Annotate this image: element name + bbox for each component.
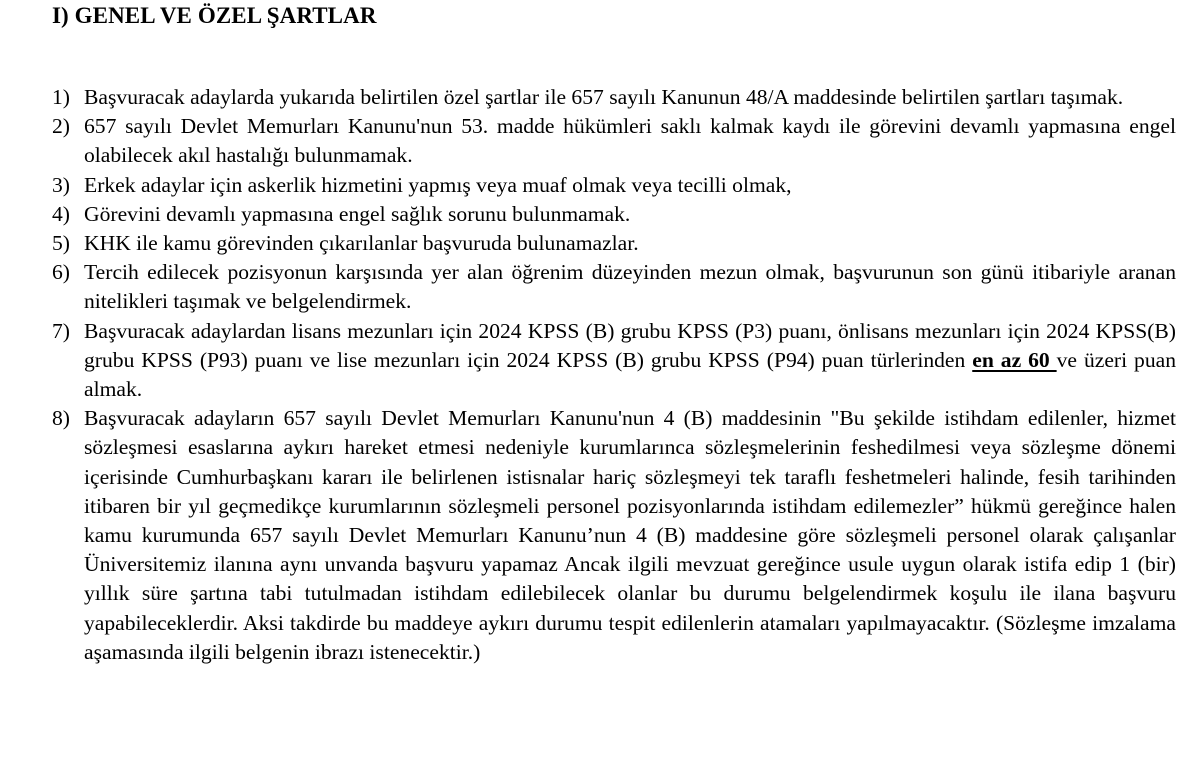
item-number: 5) (52, 231, 70, 256)
item-text-after: ve üzeri puan almak. (84, 347, 1177, 402)
item-text: Erkek adaylar için askerlik hizmetini yapmış veya muaf olmak veya tecilli olmak, (84, 172, 792, 197)
list-item (52, 229, 1176, 258)
item-number: 2) (52, 114, 70, 139)
item-number: 6) (52, 260, 70, 285)
list-item (52, 404, 1176, 667)
item-text-before: Başvuracak adaylardan lisans mezunları için 2024 KPSS (B) grubu KPSS (P3) puanı, önlisans mezunları için 2024 KPSS(B) grubu KPSS (P93) puanı ve lise mezunları için 2024 KPSS (B) grubu KPSS (P94) puan türlerinden (84, 318, 1176, 372)
list-item (52, 200, 1176, 229)
minimum-score-emphasis: en az 60 (972, 347, 1057, 372)
item-text (84, 317, 1176, 405)
list-item (52, 258, 1176, 316)
list-item (52, 112, 1176, 170)
item-text: Başvuracak adayların 657 sayılı Devlet Memurları Kanunu'nun 4 (B) maddesinin "Bu şekilde istihdam edilenler, hizmet sözleşmesi esaslarına aykırı hareket etmesi nedeniyle kurumlarınca sözleşmelerinin feshedilmesi veya sözleşme dönemi içerisinde Cumhurbaşkanı kararı ile belirlenen istisnalar hariç sözleşmeyi tek taraflı feshetmeleri halinde, fesih tarihinden itibaren bir yıl geçmedikçe kurumlarının sözleşmeli personel pozisyonlarında istihdam edilemezler” hükmü gereğince halen kamu kurumunda 657 sayılı Devlet Memurları Kanunu’nun 4 (B) maddesine göre sözleşmeli personel olarak çalışanlar Üniversitemiz ilanına aynı unvanda başvuru yapamaz Ancak ilgili mevzuat gereğince usule uygun olarak istifa edip 1 (bir) yıllık süre şartına tabi tutulmadan istihdam edilebilecek olanlar bu durumu belgelendirmek koşulu ile ilana başvuru yapabileceklerdir. Aksi takdirde bu maddeye aykırı durumu tespit edilenlerin atamaları yapılmayacaktır. (Sözleşme imzalama aşamasında ilgili belgenin ibrazı istenecektir.) (84, 406, 1176, 664)
item-text: Başvuracak adaylarda yukarıda belirtilen özel şartlar ile 657 sayılı Kanunun 48/A maddesinde belirtilen şartları taşımak. (84, 85, 1124, 109)
item-number: 4) (52, 201, 70, 226)
list-item (52, 317, 1176, 405)
item-number: 3) (52, 172, 70, 197)
item-text: KHK ile kamu görevinden çıkarılanlar başvuruda bulunamazlar. (84, 231, 639, 256)
item-text: 657 sayılı Devlet Memurları Kanunu'nun 53. madde hükümleri saklı kalmak kaydı ile görevini devamlı yapmasına engel olabilecek akıl hastalığı bulunmamak. (84, 114, 1176, 168)
list-item (52, 171, 1176, 200)
item-number: 1) (52, 85, 70, 109)
item-number: 8) (52, 406, 70, 431)
item-text: Tercih edilecek pozisyonun karşısında yer alan öğrenim düzeyinden mezun olmak, başvurunun son günü itibariyle aranan nitelikleri taşımak ve belgelendirmek. (84, 260, 1176, 314)
list-item (52, 83, 1176, 112)
item-number: 7) (52, 318, 70, 343)
section-heading: I) GENEL VE ÖZEL ŞARTLAR (52, 3, 377, 28)
item-text: Görevini devamlı yapmasına engel sağlık sorunu bulunmamak. (84, 201, 631, 226)
conditions-list (52, 83, 1176, 667)
